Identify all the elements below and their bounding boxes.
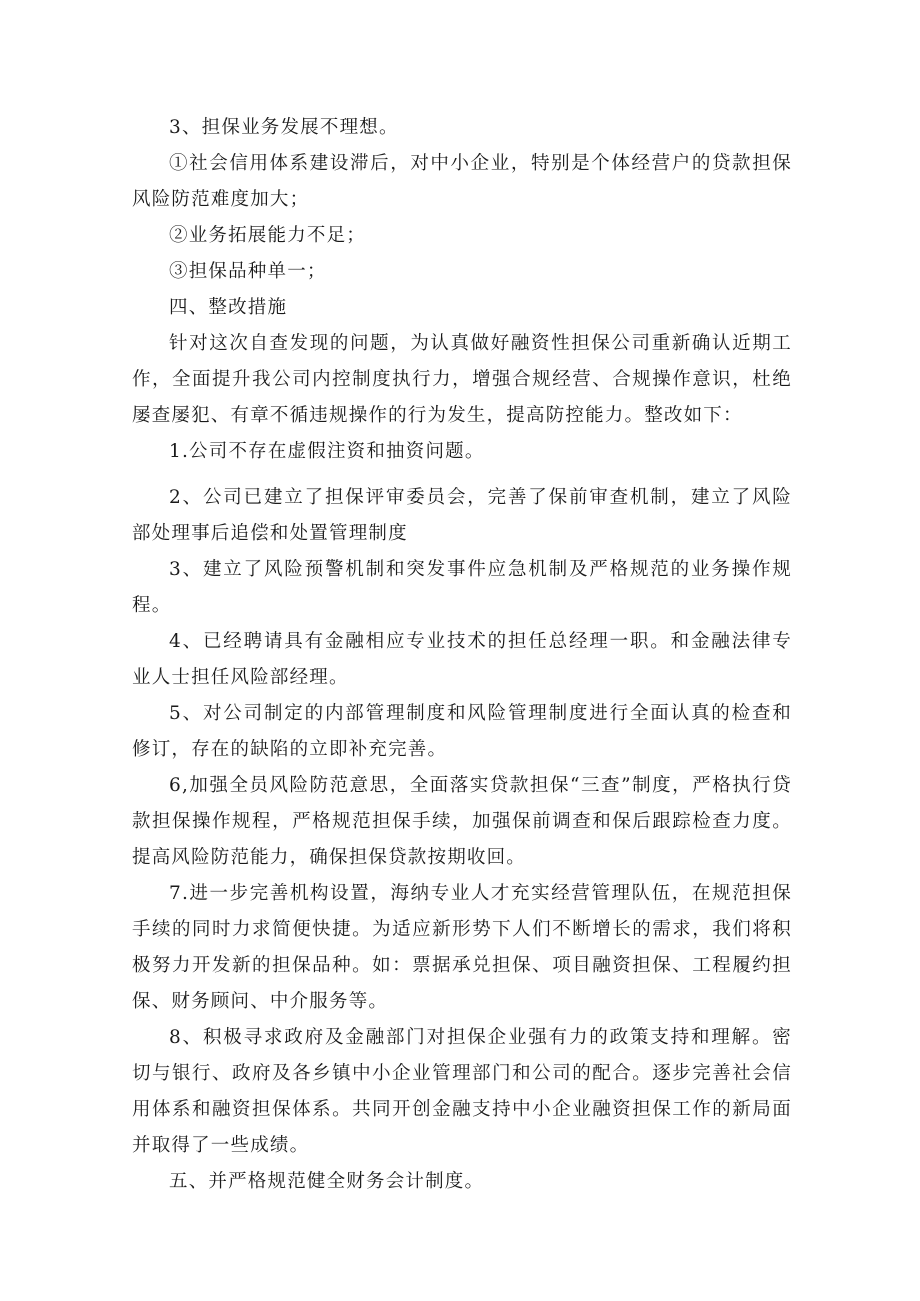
paragraph-measure-8: 8、积极寻求政府及金融部门对担保企业强有力的政策支持和理解。密切与银行、政府及各乡镇中小企业管理部门和公司的配合。逐步完善社会信用体系和融资担保体系。共同开创金融支持中小企业融资担保工作的新局面并取得了一些成绩。 (132, 1027, 792, 1156)
paragraph-measure-3: 3、建立了风险预警机制和突发事件应急机制及严格规范的业务操作规程。 (132, 559, 792, 616)
paragraph-measure-4: 4、已经聘请具有金融相应专业技术的担任总经理一职。和金融法律专业人士担任风险部经理。 (132, 631, 792, 688)
paragraph-item-3: ③担保品种单一； (169, 261, 327, 282)
paragraph-item-2: ②业务拓展能力不足； (169, 225, 367, 246)
paragraph-intro: 针对这次自查发现的问题，为认真做好融资性担保公司重新确认近期工作，全面提升我公司内控制度执行力，增强合规经营、合规操作意识，杜绝屡查屡犯、有章不循违规操作的行为发生，提高防控能力。整改如下： (132, 333, 792, 426)
section-heading-rectification: 四、整改措施 (169, 297, 288, 318)
paragraph-measure-2: 2、公司已建立了担保评审委员会，完善了保前审查机制，建立了风险部处理事后追偿和处置管理制度 (132, 487, 792, 544)
paragraph-measure-5: 5、对公司制定的内部管理制度和风险管理制度进行全面认真的检查和修订，存在的缺陷的立即补充完善。 (132, 703, 792, 760)
paragraph-item-1: ①社会信用体系建设滞后，对中小企业，特别是个体经营户的贷款担保风险防范难度加大； (132, 153, 792, 210)
paragraph-measure-6: 6,加强全员风险防范意思，全面落实贷款担保“三查”制度，严格执行贷款担保操作规程，严格规范担保手续，加强保前调查和保后跟踪检查力度。提高风险防范能力，确保担保贷款按期收回。 (132, 775, 792, 868)
paragraph-measure-7: 7.进一步完善机构设置，海纳专业人才充实经营管理队伍，在规范担保手续的同时力求简便快捷。为适应新形势下人们不断增长的需求，我们将积极努力开发新的担保品种。如：票据承兑担保、项目融资担保、工程履约担保、财务顾问、中介服务等。 (132, 883, 792, 1012)
paragraph-guarantee-issue: 3、担保业务发展不理想。 (169, 117, 399, 138)
document-body (132, 110, 792, 1200)
section-heading-finance: 五、并严格规范健全财务会计制度。 (169, 1171, 485, 1192)
paragraph-measure-1: 1.公司不存在虚假注资和抽资问题。 (169, 441, 485, 462)
